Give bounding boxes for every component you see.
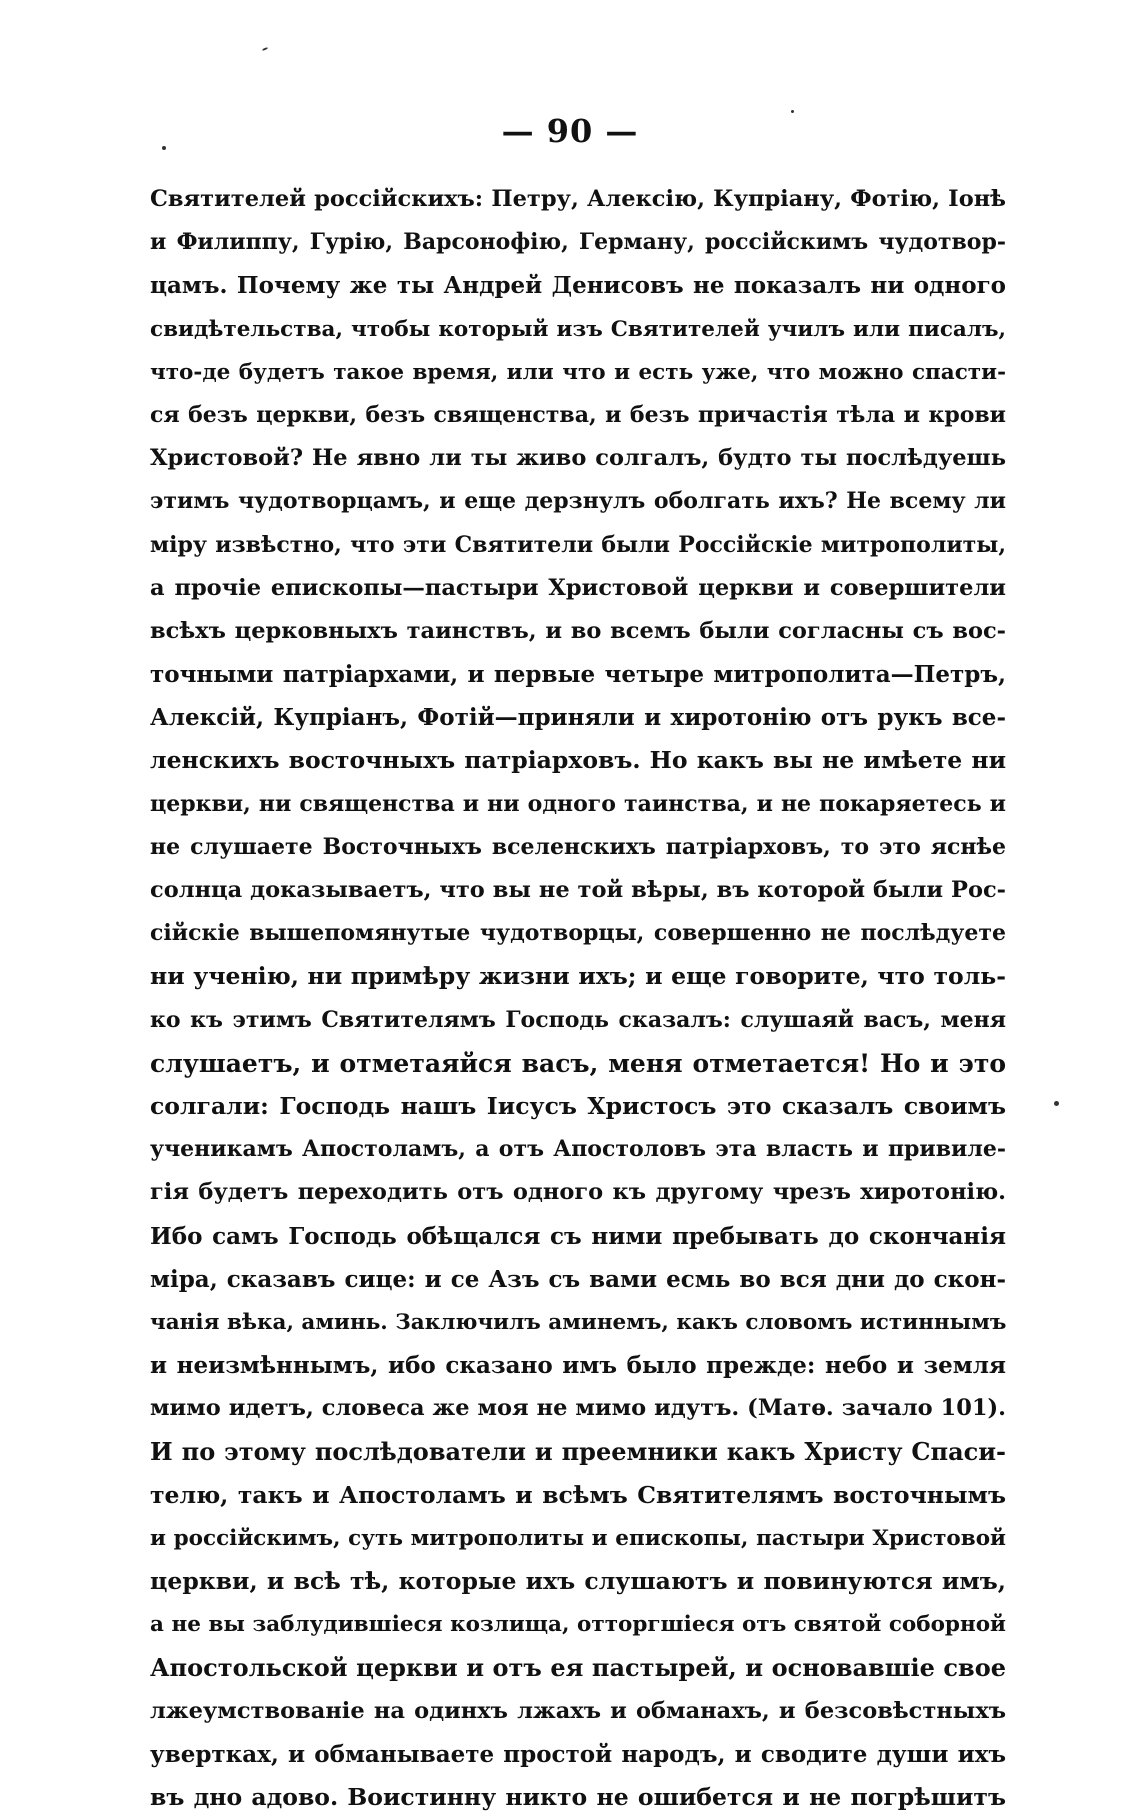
text-line: Святителей россійскихъ: Петру, Алексію, Купріану, Фотію, Іонѣ	[150, 186, 1006, 212]
text-line: увертках, и обманываете простой народъ, и сводите души ихъ	[150, 1740, 1006, 1768]
text-line: телю, такъ и Апостоламъ и всѣмъ Святителямъ восточнымъ	[150, 1480, 1006, 1509]
text-line: гія будетъ переходить отъ одного къ другому чрезъ хиротонію.	[150, 1179, 1006, 1206]
text-line: церкви, и всѣ тѣ, которые ихъ слушаютъ и повинуются имъ,	[150, 1567, 1006, 1595]
text-line: цамъ. Почему же ты Андрей Денисовъ не показалъ ни одного	[150, 272, 1006, 300]
text-line: свидѣтельства, чтобы который изъ Святителей училъ или писалъ,	[150, 316, 1006, 342]
text-line: ко къ этимъ Святителямъ Господь сказалъ: слушаяй васъ, меня	[150, 1006, 1006, 1033]
text-line: Христовой? Не явно ли ты живо солгалъ, будто ты послѣдуешь	[150, 445, 1006, 472]
text-line: лжеумствованіе на одинхъ лжахъ и обманахъ, и безсовѣстныхъ	[150, 1697, 1006, 1724]
text-line: и неизмѣннымъ, ибо сказано имъ было прежде: небо и земля	[150, 1352, 1006, 1380]
print-speck	[262, 47, 268, 51]
text-line: а прочіе епископы—пастыри Христовой церкви и совершители	[150, 574, 1006, 601]
text-line: точными патріархами, и первые четыре митрополита—Петръ,	[150, 661, 1006, 689]
text-line: слушаетъ, и отметаяйся васъ, меня отметается! Но и это	[150, 1048, 1006, 1078]
text-line: чанія вѣка, аминь. Заключилъ аминемъ, какъ словомъ истиннымъ	[150, 1309, 1006, 1335]
text-line: ся безъ церкви, безъ священства, и безъ причастія тѣла и крови	[150, 401, 1006, 428]
text-line: что-де будетъ такое время, или что и есть уже, что можно спасти-	[150, 359, 1006, 385]
text-line: Ибо самъ Господь обѣщался съ ними пребывать до скончанія	[150, 1222, 1006, 1250]
text-line: солнца доказываетъ, что вы не той вѣры, въ которой были Рос-	[150, 877, 1006, 903]
text-line: ни ученію, ни примѣру жизни ихъ; и еще говорите, что толь-	[150, 962, 1006, 991]
text-line: всѣхъ церковныхъ таинствъ, и во всемъ были согласны съ вос-	[150, 617, 1006, 644]
text-line: не слушаете Восточныхъ вселенскихъ патріарховъ, то это яснѣе	[150, 833, 1006, 860]
text-line: И по этому послѣдователи и преемники какъ Христу Спаси-	[150, 1437, 1006, 1467]
body-text	[150, 178, 1006, 1819]
text-line: солгали: Господь нашъ Іисусъ Христосъ это сказалъ своимъ	[150, 1091, 1006, 1120]
text-line: Апостольской церкви и отъ ея пастырей, и основавшіе свое	[150, 1653, 1006, 1683]
text-line: міру извѣстно, что эти Святители были Россійскіе митрополиты,	[150, 531, 1006, 558]
text-line: этимъ чудотворцамъ, и еще дерзнулъ оболгать ихъ? Не всему ли	[150, 488, 1006, 515]
text-line: въ дно адово. Воистинну никто не ошибется и не погрѣшитъ	[150, 1782, 1006, 1811]
text-line: сійскіе вышепомянутые чудотворцы, совершенно не послѣдуете	[150, 920, 1006, 947]
text-line: а не вы заблудившіеся козлища, отторгшіеся отъ святой соборной	[150, 1612, 1006, 1638]
text-line: Алексій, Купріанъ, Фотій—приняли и хиротонію отъ рукъ все-	[150, 704, 1006, 732]
text-line: и россійскимъ, суть митрополиты и епископы, пастыри Христовой	[150, 1525, 1006, 1551]
text-line: ученикамъ Апостоламъ, а отъ Апостоловъ эта власть и привиле-	[150, 1136, 1006, 1163]
text-line: церкви, ни священства и ни одного таинства, и не покаряетесь и	[150, 790, 1006, 817]
text-line: и Филиппу, Гурію, Варсонофію, Герману, россійскимъ чудотвор-	[150, 229, 1006, 256]
text-line: ленскихъ восточныхъ патріарховъ. Но какъ вы не имѣете ни	[150, 746, 1006, 775]
text-line: міра, сказавъ сице: и се Азъ съ вами есмь во вся дни до скон-	[150, 1265, 1006, 1293]
page-number: — 90 —	[501, 112, 639, 150]
print-speck	[1054, 1101, 1059, 1106]
text-line: мимо идетъ, словеса же моя не мимо идутъ. (Матѳ. зачало 101).	[150, 1395, 1006, 1422]
